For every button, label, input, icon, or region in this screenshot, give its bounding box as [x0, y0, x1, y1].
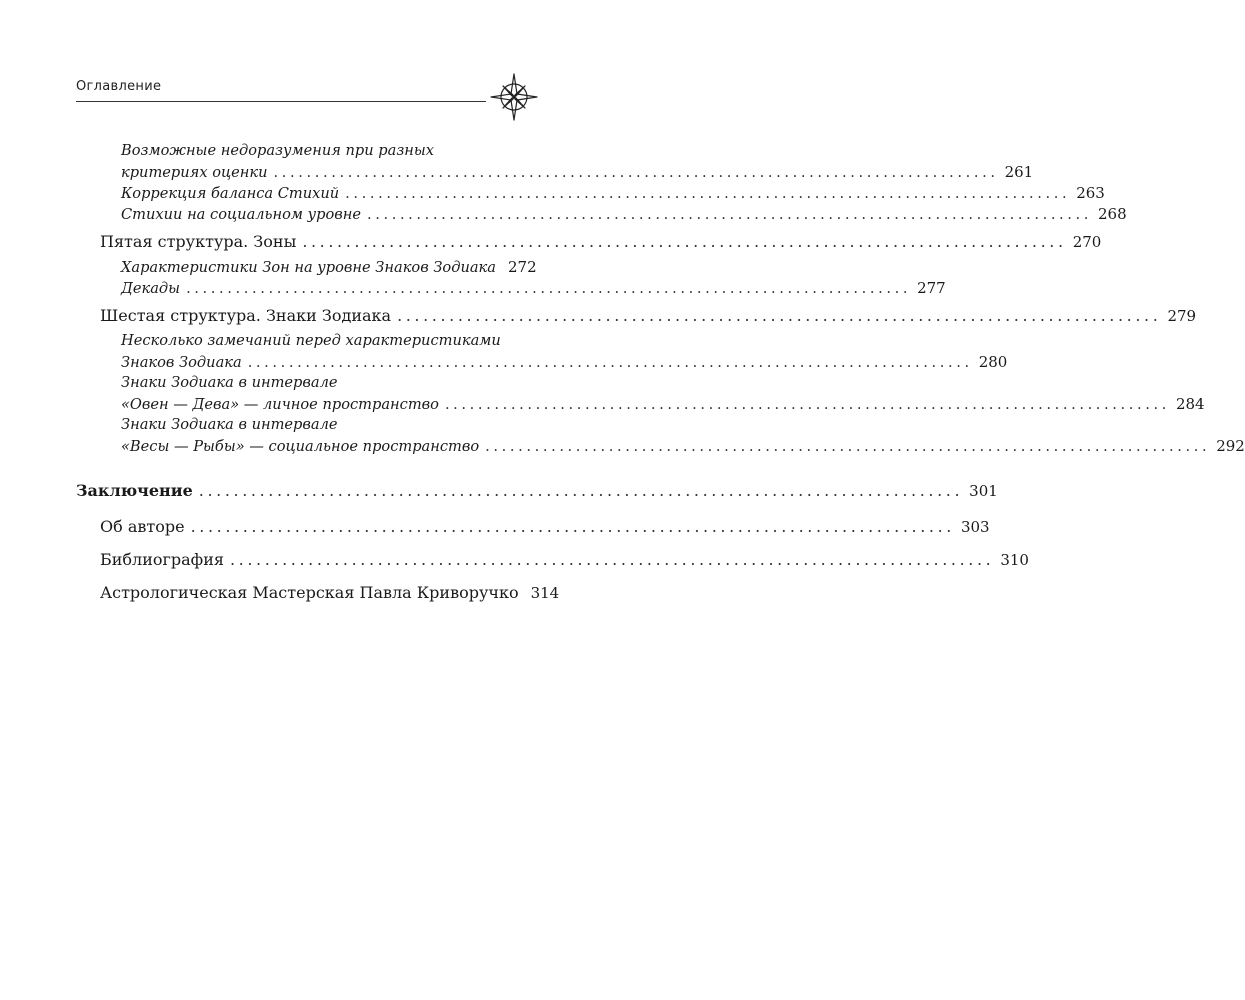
toc-entry-about-author[interactable] — [100, 517, 990, 537]
toc-entry-sixth-structure[interactable] — [100, 306, 1197, 326]
toc-entry-signs-personal-cont[interactable] — [121, 394, 1205, 415]
toc-page-number: 268 — [1098, 205, 1127, 223]
toc-entry-title: Пятая структура. Зоны — [100, 232, 297, 251]
toc-entry-title: Декады — [121, 280, 181, 297]
toc-entry-title: критериях оценки — [121, 164, 268, 181]
toc-entry-title: Коррекция баланса Стихий — [121, 185, 340, 202]
leader-dots: ........................................................................................ — [366, 206, 1093, 223]
toc-page-number: 272 — [507, 258, 537, 276]
toc-entry-misunderstandings[interactable] — [121, 141, 536, 161]
leader-dots: ........................................................................................ — [345, 185, 1071, 202]
toc-entry-decades[interactable] — [121, 278, 946, 299]
toc-page-number: 279 — [1167, 307, 1197, 325]
toc-page-number: 292 — [1216, 437, 1245, 455]
toc-page-number: 303 — [960, 518, 990, 536]
toc-entry-signs-personal[interactable] — [121, 373, 536, 393]
leader-dots: ........................................................................................ — [247, 354, 973, 371]
toc-entry-title: Шестая структура. Знаки Зодиака — [100, 306, 392, 325]
toc-entry-title: «Весы — Рыбы» — социальное пространство — [121, 438, 480, 455]
toc-page-number: 314 — [530, 584, 560, 602]
toc-entry-title: Знаки Зодиака в интервале — [121, 416, 338, 433]
toc-entry-title: Библиография — [100, 550, 224, 569]
toc-entry-title: Об авторе — [100, 517, 185, 536]
leader-dots: ........................................................................................ — [186, 280, 912, 297]
toc-page-number: 284 — [1175, 395, 1205, 413]
toc-page-number: 261 — [1004, 163, 1034, 181]
toc-entry-bibliography[interactable] — [100, 550, 1029, 570]
leader-dots: ........................................................................................ — [273, 164, 999, 181]
leader-dots: ........................................................................................ — [397, 306, 1162, 325]
toc-entry-title: Астрологическая Мастерская Павла Криворучко — [100, 583, 519, 602]
toc-page-number: 280 — [978, 353, 1008, 371]
toc-entry-fifth-structure[interactable] — [100, 232, 1102, 252]
leader-dots: ........................................................................................ — [190, 517, 955, 536]
toc-entry-element-balance[interactable] — [121, 183, 1105, 204]
toc-entry-remarks-cont[interactable] — [121, 352, 1008, 373]
toc-entry-workshop[interactable] — [100, 583, 560, 603]
toc-entry-conclusion[interactable] — [76, 481, 998, 501]
toc-entry-title: Характеристики Зон на уровне Знаков Зодиака — [121, 259, 496, 276]
toc-page-number: 301 — [969, 482, 998, 500]
toc-entry-title: Несколько замечаний перед характеристиками — [121, 332, 501, 349]
toc-entry-title: Стихии на социальном уровне — [121, 206, 361, 223]
leader-dots: ........................................................................................ — [302, 232, 1067, 251]
toc-entry-misunderstandings-cont[interactable] — [121, 162, 1034, 183]
leader-dots: ........................................................................................ — [198, 481, 964, 500]
toc-entry-title: Знаков Зодиака — [121, 354, 242, 371]
toc-entry-title: Заключение — [76, 481, 193, 500]
toc-entry-elements-social[interactable] — [121, 204, 1127, 225]
toc-entry-title: Возможные недоразумения при разных — [121, 142, 435, 159]
toc-entry-remarks[interactable] — [121, 331, 536, 351]
toc-entry-signs-social[interactable] — [121, 415, 536, 435]
toc-entry-signs-social-cont[interactable] — [121, 436, 1245, 457]
toc-page-number: 270 — [1072, 233, 1102, 251]
toc-entry-zone-characteristics[interactable] — [121, 257, 536, 278]
toc-entry-title: Знаки Зодиака в интервале — [121, 374, 338, 391]
toc-page-number: 310 — [1000, 551, 1029, 569]
toc-page-number: 277 — [917, 279, 946, 297]
running-header-title: Оглавление — [76, 79, 162, 94]
leader-dots: ........................................................................................ — [229, 550, 995, 569]
leader-dots: ........................................................................................ — [444, 396, 1170, 413]
toc-page-number: 263 — [1076, 184, 1105, 202]
toc-entry-title: «Овен — Дева» — личное пространство — [121, 396, 439, 413]
leader-dots: ........................................................................................ — [485, 438, 1211, 455]
